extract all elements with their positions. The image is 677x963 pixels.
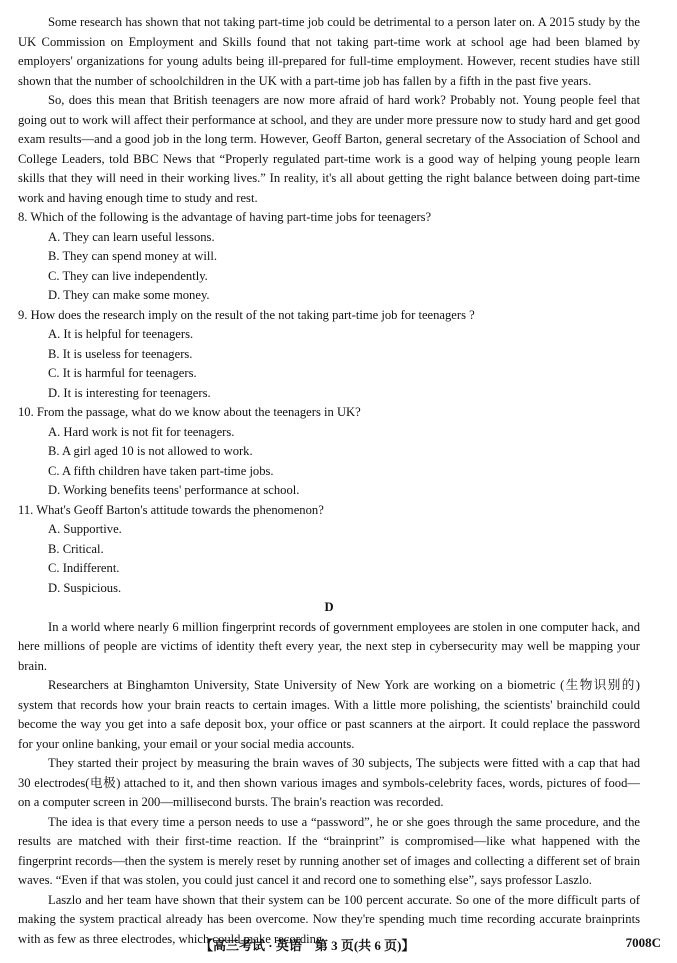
option-d: D. It is interesting for teenagers. <box>48 385 211 400</box>
option-c: C. They can live independently. <box>48 268 208 283</box>
option-a: A. They can learn useful lessons. <box>48 229 215 244</box>
passage-d-paragraph: They started their project by measuring the brain waves of 30 subjects, The subjects were fitted with a cap that had 30 electrodes(电极) attached to it, and then shown various images and symbols-celebrity faces, words, pictures of food—on a computer screen in 200—millisecond bursts. The brain's reaction was recorded. <box>18 756 640 809</box>
passage-c-paragraph: Some research has shown that not taking part-time job could be detrimental to a person later on. A 2015 study by the UK Commission on Employment and Skills found that not taking part-time work at school age had been blamed by employers' organizations for young adults being ill-prepared for full-time employment. However, recent studies have still shown that the number of schoolchildren in the UK with a part-time job has fallen by a fifth in the past five years. <box>18 15 640 88</box>
passage-d-paragraph: In a world where nearly 6 million fingerprint records of government employees are stolen in one computer hack, and here millions of people are victims of identity theft every year, the next step in cybersecurity may well be mapping your brain. <box>18 619 640 673</box>
option-d: D. Suspicious. <box>48 580 122 595</box>
question-stem: 9. How does the research imply on the result of the not taking part-time job for teenagers ? <box>18 307 475 322</box>
option-c: C. A fifth children have taken part-time jobs. <box>48 463 274 478</box>
page-footer <box>0 935 677 955</box>
passage-c-paragraph: So, does this mean that British teenagers are now more afraid of hard work? Probably not. Young people feel that going out to work will affect their performance at school, and they are under more pressure now to study hard and get good exam results—and a good job in the long term. However, Geoff Barton, general secretary of the Association of School and College Leaders, told BBC News that “Properly regulated part-time work is a good way of helping young people learn skills that they will need in their working lives.” In reality, it's all about getting the right balance between doing part-time work and having enough time to study and rest. <box>18 93 640 205</box>
footer-exam-code: 7008C <box>625 935 661 950</box>
question-options <box>48 423 640 501</box>
option-d: D. Working benefits teens' performance at school. <box>48 483 300 497</box>
option-d: D. They can make some money. <box>48 288 210 302</box>
passage-d-paragraph: Researchers at Binghamton University, State University of New York are working on a biometric (生物识别的) system that records how your brain reacts to certain images. With a little more polishing, the scientists' brainchild could become the way you get into a safe deposit box, your office or past scanners at the airport. It could replace the password for your online banking, your email or your social media accounts. <box>18 678 640 751</box>
option-b: B. A girl aged 10 is not allowed to work. <box>48 444 253 458</box>
option-b: B. They can spend money at will. <box>48 249 218 263</box>
question-10 <box>18 403 640 501</box>
passage-d-paragraph: The idea is that every time a person needs to use a “password”, he or she goes through the same procedure, and the results are matched with their first-time reaction. If the “brainprint” is compromised—like what happened with the fingerprint records—then the system is merely reset by running another set of images and collecting a different set of brain waves. “Even if that was stolen, you could just cancel it and record one to something else”, says professor Laszlo. <box>18 814 640 887</box>
passage-d-paragraph: Laszlo and her team have shown that their system can be 100 percent accurate. So one of the more difficult parts of making the system practical already has been overcome. Now they're spending much time recording accurate brainprints with as few as three electrodes, which could make recording <box>18 892 640 946</box>
question-options <box>48 228 640 306</box>
option-b: B. Critical. <box>48 541 104 556</box>
section-title: D <box>324 600 334 614</box>
option-b: B. It is useless for teenagers. <box>48 346 193 361</box>
question-11 <box>18 501 640 599</box>
option-c: C. It is harmful for teenagers. <box>48 366 197 380</box>
option-a: A. Supportive. <box>48 522 122 536</box>
option-a: A. Hard work is not fit for teenagers. <box>48 424 235 439</box>
footer-page-info: 【高三考试 · 英语 第 3 页(共 6 页)】 <box>200 938 415 953</box>
question-9 <box>18 306 640 404</box>
option-a: A. It is helpful for teenagers. <box>48 327 194 341</box>
question-8 <box>18 208 640 306</box>
question-stem: 8. Which of the following is the advantage of having part-time jobs for teenagers? <box>18 210 432 224</box>
question-stem: 10. From the passage, what do we know about the teenagers in UK? <box>18 405 361 419</box>
option-c: C. Indifferent. <box>48 561 120 575</box>
question-options <box>48 325 640 403</box>
question-stem: 11. What's Geoff Barton's attitude towards the phenomenon? <box>18 502 324 517</box>
page-content <box>18 13 640 949</box>
question-options <box>48 520 640 598</box>
